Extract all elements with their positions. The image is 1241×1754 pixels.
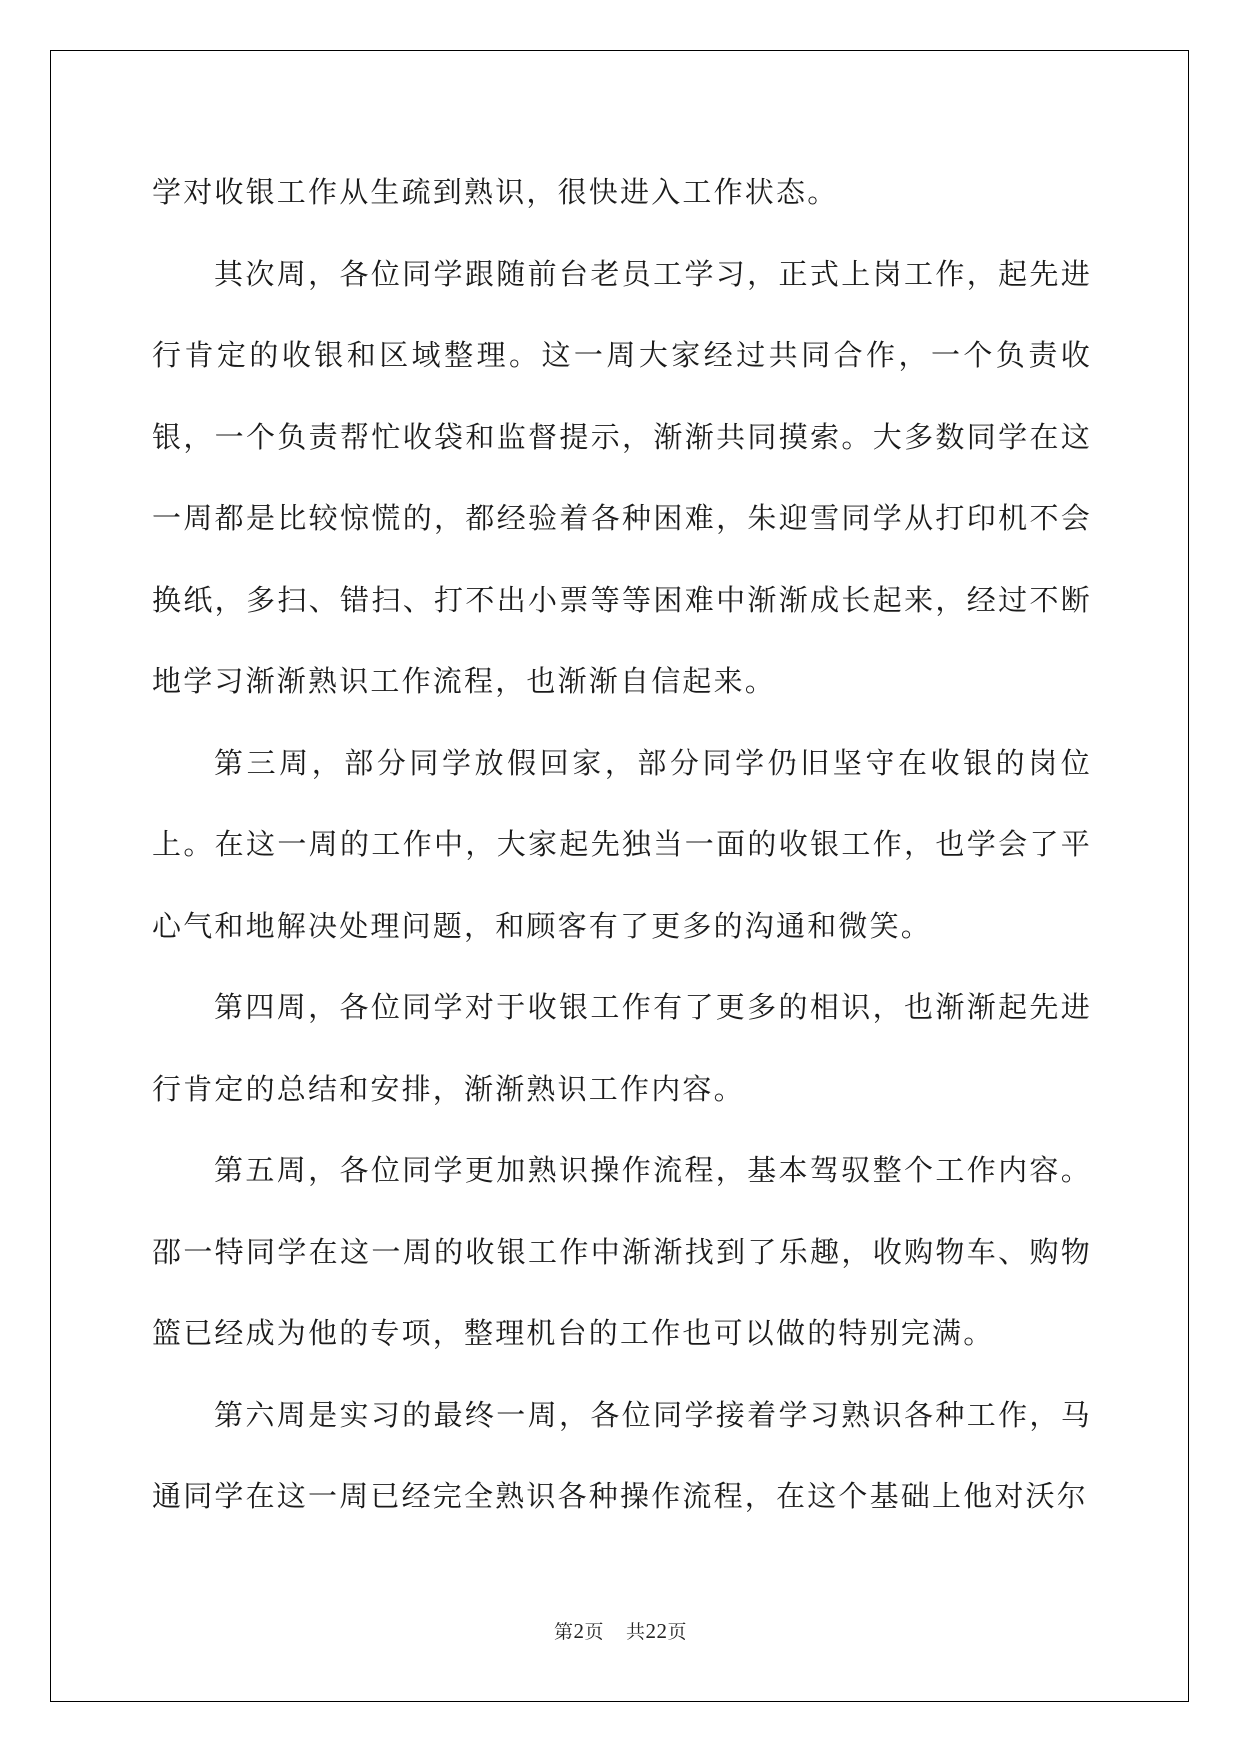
page-number: 2 bbox=[573, 1619, 585, 1643]
paragraph: 第三周，部分同学放假回家，部分同学仍旧坚守在收银的岗位上。在这一周的工作中，大家起先独当一面的收银工作，也学会了平心气和地解决处理问题，和顾客有了更多的沟通和微笑。 bbox=[152, 745, 1092, 943]
total-prefix: 共 bbox=[626, 1622, 646, 1643]
page-footer bbox=[0, 1617, 1241, 1644]
paragraph: 第五周，各位同学更加熟识操作流程，基本驾驭整个工作内容。邵一特同学在这一周的收银工作中渐渐找到了乐趣，收购物车、购物篮已经成为他的专项，整理机台的工作也可以做的特别完满。 bbox=[152, 1153, 1092, 1350]
total-pages: 22 bbox=[645, 1619, 668, 1643]
paragraph: 学对收银工作从生疏到熟识，很快进入工作状态。 bbox=[152, 175, 839, 209]
document-body bbox=[152, 152, 1092, 1538]
total-suffix: 页 bbox=[667, 1622, 688, 1643]
paragraph: 第四周，各位同学对于收银工作有了更多的相识，也渐渐起先进行肯定的总结和安排，渐渐熟识工作内容。 bbox=[152, 990, 1092, 1106]
paragraph: 其次周，各位同学跟随前台老员工学习，正式上岗工作，起先进行肯定的收银和区域整理。这一周大家经过共同合作，一个负责收银，一个负责帮忙收袋和监督提示，渐渐共同摸索。大多数同学在这一周都是比较惊慌的，都经验着各种困难，朱迎雪同学从打印机不会换纸，多扫、错扫、打不出小票等等困难中渐渐成长起来，经过不断地学习渐渐熟识工作流程，也渐渐自信起来。 bbox=[152, 256, 1092, 698]
paragraph: 第六周是实习的最终一周，各位同学接着学习熟识各种工作，马通同学在这一周已经完全熟识各种操作流程，在这个基础上他对沃尔 bbox=[152, 1397, 1092, 1513]
page-suffix: 页 bbox=[584, 1622, 604, 1643]
page-prefix: 第 bbox=[553, 1622, 574, 1643]
